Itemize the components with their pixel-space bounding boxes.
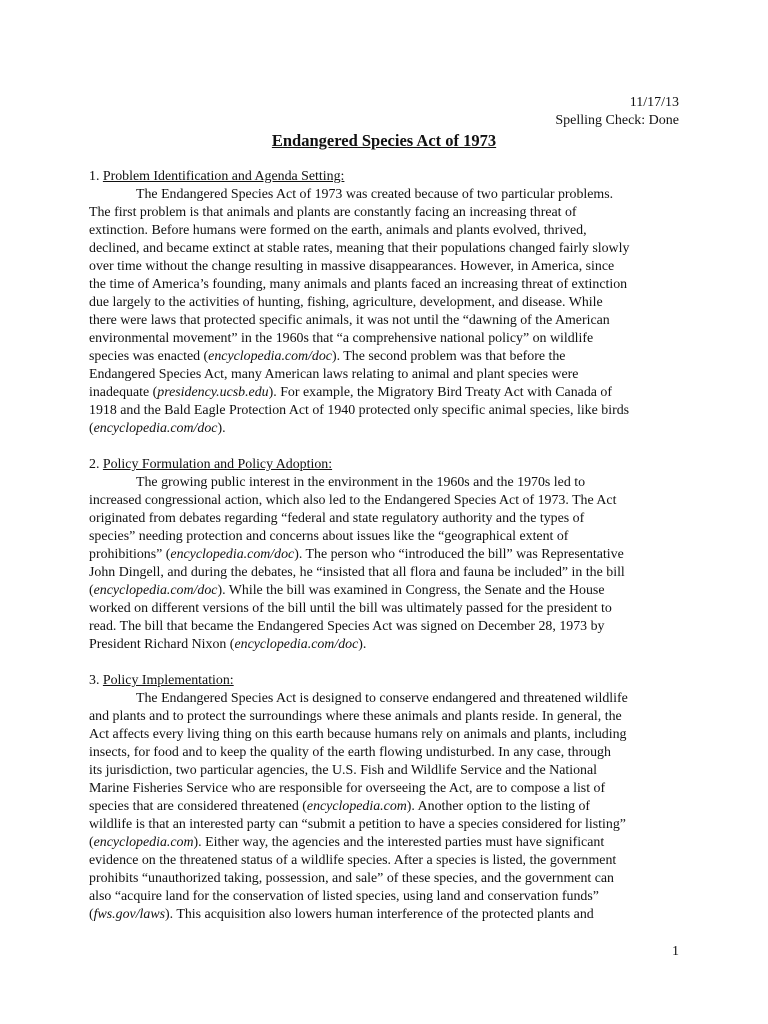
paragraph-line: The growing public interest in the environment in the 1960s and the 1970s led to xyxy=(136,475,586,490)
document-title: Endangered Species Act of 1973 xyxy=(271,131,497,150)
paragraph-line: (encyclopedia.com/doc). xyxy=(89,421,226,436)
paragraph-line: environmental movement” in the 1960s that “a comprehensive national policy” on wildlife xyxy=(89,331,594,346)
citation: encyclopedia.com/doc xyxy=(208,349,332,364)
section-heading-text: Policy Formulation and Policy Adoption: xyxy=(102,457,333,472)
paragraph-line: inadequate (presidency.ucsb.edu). For example, the Migratory Bird Treaty Act with Canada of xyxy=(89,385,612,400)
section-heading-text: Problem Identification and Agenda Setting: xyxy=(102,169,345,184)
paragraph-line: due largely to the activities of hunting, fishing, agriculture, development, and disease. While xyxy=(89,295,603,310)
page-number: 1 xyxy=(672,944,679,959)
paragraph-line: The first problem is that animals and plants are constantly facing an increasing threat of xyxy=(89,205,577,220)
paragraph-line: there were laws that protected specific animals, it was not until the “dawning of the American xyxy=(89,313,610,328)
section-heading xyxy=(89,456,687,474)
citation: encyclopedia.com xyxy=(93,835,194,850)
paragraph-line: the time of America’s founding, many animals and plants faced an increasing threat of extinction xyxy=(89,277,628,292)
citation: encyclopedia.com/doc xyxy=(93,583,218,598)
section-2 xyxy=(89,456,687,654)
section-number: 2. xyxy=(89,457,103,472)
document-body xyxy=(89,168,687,942)
paragraph-line: The Endangered Species Act is designed to conserve endangered and threatened wildlife xyxy=(136,691,628,706)
paragraph-line: The Endangered Species Act of 1973 was created because of two particular problems. xyxy=(136,187,614,202)
paragraph-line: worked on different versions of the bill until the bill was ultimately passed for the president to xyxy=(89,601,612,616)
paragraph-line: Act affects every living thing on this earth because humans rely on animals and plants, including xyxy=(89,727,627,742)
citation: encyclopedia.com/doc xyxy=(234,637,359,652)
section-heading xyxy=(89,672,687,690)
paragraph-line: extinction. Before humans were formed on the earth, animals and plants evolved, thrived, xyxy=(89,223,587,238)
citation: presidency.ucsb.edu xyxy=(157,385,269,400)
spelling-check-note: Spelling Check: Done xyxy=(555,113,679,128)
paragraph-line: wildlife is that an interested party can “submit a petition to have a species considered for listing” xyxy=(89,817,626,832)
paragraph-line: 1918 and the Bald Eagle Protection Act of 1940 protected only specific animal species, like birds xyxy=(89,403,630,418)
paragraph-line: (encyclopedia.com/doc). While the bill was examined in Congress, the Senate and the House xyxy=(89,583,605,598)
paragraph-line: evidence on the threatened status of a wildlife species. After a species is listed, the government xyxy=(89,853,617,868)
paragraph-line: its jurisdiction, two particular agencies, the U.S. Fish and Wildlife Service and the National xyxy=(89,763,598,778)
paragraph-line: and plants and to protect the surroundings where these animals and plants reside. In general, the xyxy=(89,709,622,724)
paragraph-line: read. The bill that became the Endangered Species Act was signed on December 28, 1973 by xyxy=(89,619,605,634)
paragraph-line: John Dingell, and during the debates, he “insisted that all flora and fauna be included” in the bill xyxy=(89,565,625,580)
paragraph-line: also “acquire land for the conservation of listed species, using land and conservation funds” xyxy=(89,889,599,904)
section-number: 1. xyxy=(89,169,103,184)
paragraph-line: increased congressional action, which also led to the Endangered Species Act of 1973. The Act xyxy=(89,493,617,508)
citation: encyclopedia.com xyxy=(306,799,407,814)
paragraph-line: prohibits “unauthorized taking, possession, and sale” of these species, and the government can xyxy=(89,871,614,886)
citation: encyclopedia.com/doc xyxy=(170,547,295,562)
paragraph-line: declined, and became extinct at stable rates, meaning that their populations changed fairly slowly xyxy=(89,241,630,256)
paragraph-line: President Richard Nixon (encyclopedia.com/doc). xyxy=(89,637,367,652)
citation: fws.gov/laws xyxy=(93,907,166,922)
paragraph-line: (encyclopedia.com). Either way, the agencies and the interested parties must have significant xyxy=(89,835,605,850)
paragraph-line: prohibitions” (encyclopedia.com/doc). The person who “introduced the bill” was Representative xyxy=(89,547,624,562)
section-number: 3. xyxy=(89,673,103,688)
paragraph-line: Marine Fisheries Service who are responsible for overseeing the Act, are to compose a list of xyxy=(89,781,606,796)
section-heading xyxy=(89,168,687,186)
section-heading-text: Policy Implementation: xyxy=(102,673,234,688)
paragraph-line: species was enacted (encyclopedia.com/doc). The second problem was that before the xyxy=(89,349,566,364)
paragraph-line: species that are considered threatened (encyclopedia.com). Another option to the listing of xyxy=(89,799,591,814)
header-block xyxy=(555,94,679,130)
section-3 xyxy=(89,672,687,924)
section-1 xyxy=(89,168,687,438)
paragraph-line: over time without the change resulting in massive disappearances. However, in America, since xyxy=(89,259,615,274)
date: 11/17/13 xyxy=(629,95,679,110)
paragraph-line: (fws.gov/laws). This acquisition also lowers human interference of the protected plants and xyxy=(89,907,594,922)
paragraph-line: Endangered Species Act, many American laws relating to animal and plant species were xyxy=(89,367,579,382)
citation: encyclopedia.com/doc xyxy=(93,421,218,436)
paragraph-line: species” needing protection and concerns about issues like the “geographical extent of xyxy=(89,529,569,544)
paragraph-line: insects, for food and to keep the quality of the earth flowing undisturbed. In any case, through xyxy=(89,745,611,760)
paragraph-line: originated from debates regarding “federal and state regulatory authority and the types of xyxy=(89,511,585,526)
